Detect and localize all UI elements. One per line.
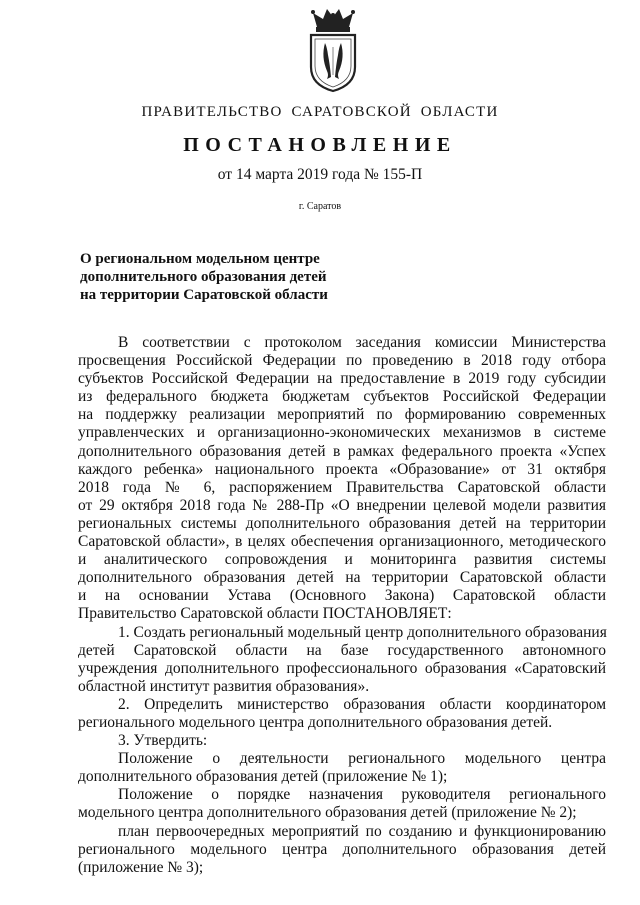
paragraph-line: дополнительного образования детей на территории Саратовской области [78, 569, 606, 587]
title-line: дополнительного образования детей [80, 269, 327, 285]
document-type: ПОСТАНОВЛЕНИЕ [183, 134, 457, 156]
paragraph-line: Положение о деятельности регионального модельного центра [118, 750, 606, 768]
document-body [78, 334, 606, 877]
paragraph-line: Саратовской области», в целях обеспечения организационного, методического [78, 533, 606, 551]
paragraph-line: модельного центра дополнительного образования детей (приложение № 2); [78, 804, 577, 822]
paragraph-line: от 29 октября 2018 года № 288-Пр «О внедрении целевой модели развития [78, 496, 606, 514]
paragraph-line: регионального модельного центра дополнительного образования детей [78, 840, 606, 858]
document-title [80, 250, 480, 304]
paragraph-line: план первоочередных мероприятий по созданию и функционированию [118, 822, 606, 840]
paragraph-line: 2018 года № 6, распоряжением Правительства Саратовской области [78, 478, 606, 496]
paragraph-line: регионального модельного центра дополнительного образования детей. [78, 713, 553, 731]
paragraph-line: 1. Создать региональный модельный центр дополнительного образования [118, 623, 607, 641]
document-city: г. Саратов [298, 201, 342, 212]
paragraph-line: 2. Определить министерство образования области координатором [118, 695, 606, 713]
paragraph-line: областной институт развития образования». [78, 677, 370, 695]
paragraph-line: 3. Утвердить: [118, 732, 208, 750]
paragraph-line: региональных системы дополнительного образования детей на территории [78, 514, 606, 532]
paragraph-line: просвещения Российской Федерации по проведению в 2018 году отбора [78, 352, 606, 370]
paragraph-line: дополнительного образования детей (приложение № 1); [78, 768, 448, 786]
paragraph-line: Правительство Саратовской области ПОСТАНОВЛЯЕТ: [78, 605, 452, 623]
paragraph-line: из федерального бюджета бюджетам субъектов Российской Федерации [78, 388, 606, 406]
paragraph-line: дополнительного образования детей в рамках федерального проекта «Успех [78, 442, 606, 460]
government-name: ПРАВИТЕЛЬСТВО САРАТОВСКОЙ ОБЛАСТИ [141, 104, 499, 120]
paragraph-line: и аналитического сопровождения и мониторинга развития системы [78, 551, 606, 569]
title-line: на территории Саратовской области [80, 287, 328, 303]
paragraph-line: Положение о порядке назначения руководителя регионального [118, 786, 606, 804]
paragraph-line: детей Саратовской области на базе государственного автономного [78, 641, 606, 659]
coat-of-arms-icon [297, 5, 369, 95]
paragraph-line: учреждения дополнительного профессионального образования «Саратовский [78, 659, 606, 677]
paragraph-line: субъектов Российской Федерации на предоставление в 2019 году субсидии [78, 370, 606, 388]
paragraph-line: каждого ребенка» национального проекта «Образование» от 31 октября [78, 460, 606, 478]
paragraph-line: В соответствии с протоколом заседания комиссии Министерства [118, 334, 606, 351]
title-line: О региональном модельном центре [80, 251, 320, 267]
paragraph-line: и на основании Устава (Основного Закона) Саратовской области [78, 587, 606, 605]
paragraph-line: (приложение № 3); [78, 858, 204, 876]
paragraph-line: на поддержку реализации мероприятий по формированию современных [78, 406, 606, 424]
document-date-number: от 14 марта 2019 года № 155-П [217, 166, 423, 183]
paragraph-line: управленческих и организационно-экономических механизмов в системе [78, 424, 606, 442]
